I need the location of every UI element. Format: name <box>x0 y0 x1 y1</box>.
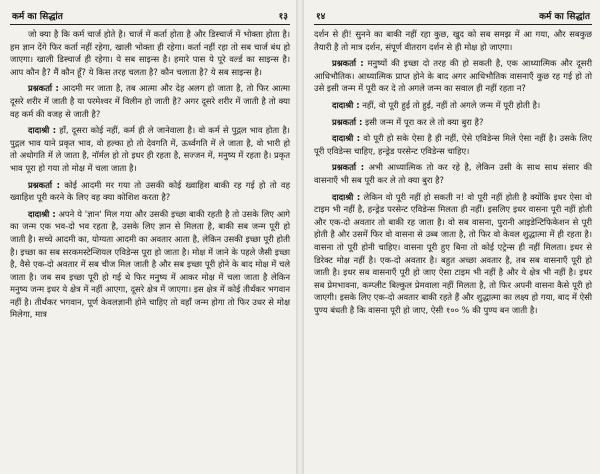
left-header-title: कर्म का सिद्धांत <box>12 12 63 22</box>
left-page <box>0 0 296 474</box>
paragraph: प्रश्नकर्ता : मनुष्यों की इच्छा दो तरह की हो सकती है, एक आध्यात्मिक और दूसरी आधिभौतिक। आध्यात्मिक प्राप्त होने के बाद अगर आधिभौतिक वासनाएँ कुछ रह गई हो तो उसे इसी जन्म में पूरी कर दे तो अगले जन्म का सवाल ही नहीं रहता न? <box>314 58 592 94</box>
right-page-header <box>314 0 592 25</box>
book-gutter <box>296 0 304 474</box>
speaker-label: दादाश्री : <box>332 191 361 202</box>
speaker-label: दादाश्री : <box>28 125 57 136</box>
paragraph: दर्शन से ही! सुनने का बाकी नहीं रहा कुछ, खुद को सब समझ में आ गया, और सबकुछ तैयारी है तो मात्र दर्शन, संपूर्ण वीतराग दर्शन से ही मोक्ष हो जाएगा। <box>314 29 592 52</box>
speaker-label: प्रश्नकर्ता : <box>332 116 363 127</box>
right-header-title: कर्म का सिद्धांत <box>539 12 590 22</box>
paragraph: प्रश्नकर्ता : अभी आध्यात्मिक तो कर रहे है, लेकिन उसी के साथ साथ संसार की वासनाएँ भी सब पूरी कर ले तो क्या बुरा है? <box>314 162 593 185</box>
speaker-label: प्रश्नकर्ता : <box>28 83 59 94</box>
paragraph: प्रश्नकर्ता : कोई आदमी मर गया तो उसकी कोई ख्वाहिश बाकी रह गई हो तो वह ख्वाहिश पूरी करने के लिए वह क्या कोशिश करता है? <box>10 179 291 203</box>
paragraph: प्रश्नकर्ता : आदमी मर जाता है, तब आत्मा और देह अलग हो जाता है, तो फिर आत्मा दूसरे शरीर में जाती है या परमेश्वर में विलीन हो जाती है? अगर दूसरे शरीर में जाती है तो क्या वह कर्म की वजह से जाती है? <box>10 83 291 119</box>
left-page-number: १३ <box>278 12 288 22</box>
left-page-header <box>10 0 290 25</box>
speaker-label: प्रश्नकर्ता : <box>332 162 365 173</box>
right-page-number: १४ <box>316 12 326 22</box>
speaker-label: प्रश्नकर्ता : <box>332 58 364 69</box>
paragraph: प्रश्नकर्ता : इसी जन्म में पूरा कर ले तो क्या बुरा है? <box>332 116 484 127</box>
paragraph: दादाश्री : लेकिन वो पूरी नहीं हो सकती न! वो पूरी नहीं होती है क्योंकि इधर ऐसा वो टाइम भी नहीं है, हन्ड्रेड परसेन्ट एविडेन्स मिलता ही नहीं। इसलिए इधर वासना पूरी नहीं होती और एक-दो अवतार तो बाकी रह जाता है। वो सब वासना, पुरानी आइडेन्टिफिकेशन से पूरी होती है और उसमें फिर वो वासना से उब्ब जाता है, तो फिर वो केवल शुद्धात्मा में ही रहता है। वासना तो पूरी होनी चाहिए। वासना पूरी हुए बिना तो कोई एट्रेन्स ही नहीं मिलता। इधर से डिरेक्ट मोक्ष नहीं है। एक-दो अवतार है। बहुत अच्छा अवतार है, तब सब वासनाएँ पूरी हो जाती है। इधर सब वासनाएँ पूरी हो जाए ऐसा टाइम भी नहीं है और ये क्षेत्र भी नहीं है। इधर सब प्रेमभावना, कम्प्लीट बिल्कुल प्रेमवाला नहीं मिलता है, तो फिर अपनी वासना कैसे पूरी हो जाएगी। इसके लिए एक-दो अवतार बाकी रहते हैं और शुद्धात्मा का लक्ष्य हो गया, बाद में ऐसी पुण्य बंधती है कि वासना पूरी हो जाए, ऐसी १०० % की पुण्य बन जाती है। <box>314 191 592 315</box>
paragraph: दादाश्री : हाँ, दूसरा कोई नहीं, कर्म ही ले जानेवाला है। वो कर्म से पुद्गल भाव होता है। पुद्गल भाव याने प्रकृत भाव, वो हल्का हो तो देवगति में, ऊर्ध्वगति में ले जाता है, वो भारी हो तो अधोगति में ले जाता है, नॉर्मल हो तो इधर ही रहता है, सज्जन में, मनुष्य में रहता है। प्रकृत भाव पूरा हो गया तो मोक्ष में चला जाता है। <box>10 125 290 173</box>
right-page <box>304 0 600 474</box>
left-page-body <box>10 25 290 321</box>
paragraph: दादाश्री : वो पूरी हो सके ऐसा है ही नहीं, ऐसे एविडेन्स मिले ऐसा नहीं है। उसके लिए पूरी एविडेन्स चाहिए, हन्ड्रेड परसेन्ट एविडेन्स चाहिए। <box>314 133 592 156</box>
right-page-body <box>314 25 592 316</box>
paragraph: दादाश्री : अपने ये 'ज्ञान' मिल गया और उसकी इच्छा बाकी रहती है तो उसके लिए आगे का जन्म एक भव-दो भव रहता है, उसके लिए ज्ञान से मिलता है, बाकी सब जन्म पूरी हो जाती है। सच्चे आदमी का, योग्यता आदमी का अवतार आता है, लेकिन उसकी इच्छा पूरी होती है। इच्छा का सब सरकमस्टेन्शियल एविडेन्स पूरा हो जाता है। मोक्ष में जाने के पहले जैसी इच्छा है, वैसे एक-दो अवतार में सब चीज मिल जाती है और सब इच्छा पूरी होने के बाद मोक्ष में चले जाता है। जब सब इच्छा पूरी हो गई थे फिर मनुष्य में आकर मोक्ष में चला जाता है लेकिन मनुष्य जन्म इधर ये क्षेत्र में नहीं आएगा, दूसरे क्षेत्र में जाएगा। इस क्षेत्र में कोई तीर्थंकर भगवान नहीं है। तीर्थंकर भगवान, पूर्ण केवलज्ञानी होने चाहिए तो वहाँ जन्म होगा तो फिर उधर से मोक्ष मिलेगा, मात्र <box>10 208 290 320</box>
speaker-label: दादाश्री : <box>332 133 361 144</box>
paragraph: दादाश्री : नहीं, वो पूरी हुई तो हुई, नहीं तो अगले जन्म में पूरी होती है। <box>332 99 541 110</box>
speaker-label: प्रश्नकर्ता : <box>28 179 60 190</box>
paragraph: जो क्या है कि कर्म चार्ज होते है। चार्ज में कर्ता होता है और डिस्चार्ज में भोक्ता होता है। हम ज्ञान देंगे फिर कर्ता नहीं रहेगा, खाली भोक्ता ही रहेगा। कर्ता नहीं रहा तो सब चार्ज बंध हो जाएगा। खाली डिस्चार्ज ही रहेगा। ये सब साइन्स है। हमारे पास ये पूरे वर्ल्ड का साइन्स है। आप कौन है? मैं कौन हूँ? ये किस तरह चलता है? कौन चलाता है? ये सब साइन्स है। <box>10 29 290 77</box>
speaker-label: दादाश्री : <box>28 208 56 219</box>
speaker-label: दादाश्री : <box>332 99 360 110</box>
